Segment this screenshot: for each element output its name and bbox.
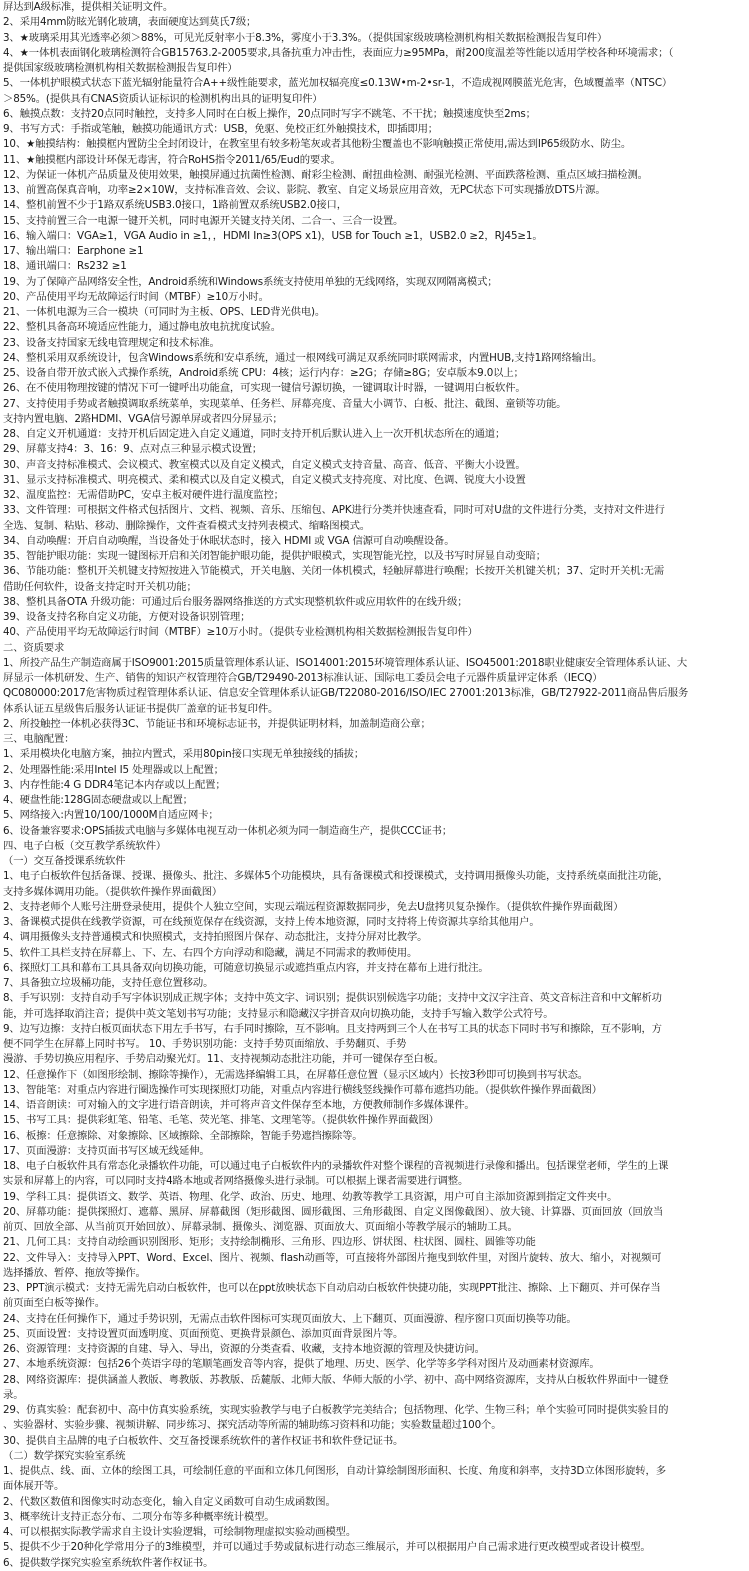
text-line: 25、页面设置：支持设置页面透明度、页面预览、更换背景颜色、添加页面背景图片等。 <box>3 1327 404 1340</box>
text-line: 1、采用模块化电脑方案，抽拉内置式，采用80pin接口实现无单独接线的插拔； <box>3 748 365 761</box>
text-line: 19、学科工具：提供语文、数学、英语、物理、化学、政治、历史、地理、幼教等教学工具资源，用户可自主添加资源到指定文件夹中。 <box>3 1190 618 1203</box>
text-line: （二）数学探究实验室系统 <box>3 1449 126 1462</box>
text-line: 20、产品使用平均无故障运行时间（MTBF）≥10万小时。 <box>3 290 269 303</box>
text-line: 能，并可选择取消注音；提供中英文笔划书写功能；支持显示和隐藏汉字拼音双向切换功能，支持手写输入数学公式符号。 <box>3 1007 554 1020</box>
text-line: 5、网络接入:内置10/100/1000M自适应网卡； <box>3 809 219 822</box>
text-line: 屏显示一体机研发、生产、销售的知识产权管理符合GB/T29490-2013标准认证、国际电工委员会电子元器件质量评定体系（IECQ） <box>3 672 603 684</box>
text-line: 14、语音朗读：可对输入的文字进行语音朗读，并可将声音文件保存至本地，方便教师制作多媒体课件。 <box>3 1099 475 1111</box>
text-line: 27、支持使用手势或者触摸调取系统菜单，实现菜单、任务栏、屏幕亮度、音量大小调节、白板、批注、截图、童锁等功能。 <box>3 397 567 410</box>
text-line: 36、节能功能：整机开关机键支持短按进入节能模式，开关电脑、关闭一体机模式，轻触屏幕进行唤醒；长按开关机键关机；37、定时开关机:无需 <box>3 565 665 578</box>
text-line: 23、PPT演示模式：支持无需先启动白板软件，也可以在ppt放映状态下自动启动白板软件快捷功能，实现PPT批注、擦除、上下翻页、并可保存当 <box>3 1282 661 1294</box>
text-line: 2、代数区数值和图像实时动态变化，输入自定义函数可自动生成函数图。 <box>3 1495 336 1508</box>
text-line: 选择播放、暂停、拖放等操作。 <box>3 1266 146 1279</box>
text-line: 28、网络资源库：提供涵盖人教版、粤教版、苏教版、岳麓版、北师大版、华师大版的小学、初中、高中网络资源库，支持从白板软件界面中一键登 <box>3 1373 669 1386</box>
text-line: 10、★触摸结构：触摸框内置防尘全封闭设计，在教室里有较多粉笔灰或者其他粉尘覆盖也不影响触摸正常使用,需达到IP65级防水、防尘。 <box>3 138 632 151</box>
text-line: 20、屏幕功能：提供探照灯、遮幕、黑屏、屏幕截图（矩形截图、圆形截图、三角形截图、自定义图像截图）、放大镜、计算器、页面回放（回放当 <box>3 1205 664 1218</box>
text-line: 30、提供自主品牌的电子白板软件、交互备授课系统软件的著作权证书和软件登记证书。 <box>3 1434 404 1447</box>
text-line: 4、硬盘性能:128G固态硬盘或以上配置； <box>3 794 193 806</box>
text-line: 3、内存性能:4 G DDR4笔记本内存或以上配置； <box>3 778 226 791</box>
text-line: 前页、回放全部、从当前页开始回放）、屏幕录制、摄像头、浏览器、页面放大、页面缩小等教学展示的辅助工具。 <box>3 1221 518 1233</box>
text-line: 9、边写边擦：支持白板页面状态下用左手书写，右手同时擦除，互不影响。且支持两到三个人在书写工具的状态下同时书写和擦除，互不影响，方 <box>3 1022 662 1035</box>
text-line: 24、整机采用双系统设计，包含Windows系统和安卓系统，通过一根网线可满足双系统同时联网需求，内置HUB,支持1路网络输出。 <box>3 351 603 364</box>
text-line: 32、温度监控：无需借助PC，安卓主板对硬件进行温度监控； <box>3 489 284 501</box>
text-line: 13、前置高保真音响，功率≥2×10W，支持标准音效、会议、影院、教室、自定义场景应用音效，无PC状态下可实现播放DTS片源。 <box>3 184 606 196</box>
text-line: 28、自定义开机通道：支持开机后固定进入自定义通道，同时支持开机后默认进入上一次开机状态所在的通道； <box>3 428 506 440</box>
text-line: ＞85%。(提供具有CNAS资质认证标识的检测机构出具的证明复印件） <box>3 92 323 105</box>
text-line: 3、备课模式提供在线教学资源，可在线预览保存在线资源，支持上传本地资源，同时支持将上传资源共享给其他用户。 <box>3 916 540 928</box>
text-line: 30、声音支持标准模式、会议模式、教室模式以及自定义模式，自定义模式支持音量、高音、低音、平衡大小设置。 <box>3 458 526 471</box>
text-line: 23、设备支持国家无线电管理规定和技术标准。 <box>3 336 220 349</box>
text-line: 借助任何软件，设备支持定时开关机功能； <box>3 580 197 593</box>
text-line: 13、智能笔：对重点内容进行圈选操作可实现探照灯功能，对重点内容进行横线竖线操作可幕布遮挡功能。（提供软件操作界面截图） <box>3 1083 602 1096</box>
text-line: 2、采用4mm防眩光钢化玻璃，表面硬度达到莫氏7级； <box>3 16 257 29</box>
text-line: 12、任意操作下（如图形绘制、擦除等操作），无需选择编辑工具，在屏幕任意位置（显示区域内）长按3秒即可切换到书写状态。 <box>3 1068 588 1081</box>
text-line: 38、整机具备OTA 升级功能：可通过后台服务器网络推送的方式实现整机软件或应用软件的在线升级； <box>3 595 468 608</box>
text-line: 15、支持前置三合一电源一键开关机，同时电源开关键支持关闭、二合一、三合一设置。 <box>3 214 404 227</box>
text-line: 14、整机前置不少于1路双系统USB3.0接口，1路前置双系统USB2.0接口， <box>3 199 347 212</box>
text-line: 屏达到A级标准，提供相关证明文件。 <box>3 1 174 13</box>
text-line: 2、支持老师个人账号注册登录使用，提供个人独立空间，实现云端远程资源数据同步，免去U盘拷贝复杂操作。（提供软件操作界面截图） <box>3 900 624 913</box>
text-line: 6、触摸点数：支持20点同时触控，支持多人同时在白板上操作，20点同时写字不跳笔、不干扰；触摸速度快至2ms； <box>3 107 536 120</box>
text-line: 31、显示支持标准模式、明亮模式、柔和模式以及自定义模式，自定义模式支持亮度、对比度、色调、锐度大小设置 <box>3 473 526 486</box>
text-line: 21、几何工具：支持自动绘画识别图形、矩形；支持绘制椭形、三角形、四边形、饼状图、柱状图、圆柱、圆锥等功能 <box>3 1236 536 1249</box>
text-line: 11、★触摸框内部设计环保无毒害，符合RoHS指令2011/65/Eud的要求。 <box>3 153 341 166</box>
text-line: 3、概率统计支持正态分布、二项分布等多种概率统计模型。 <box>3 1510 275 1523</box>
text-line: （一）交互备授课系统软件 <box>3 855 126 867</box>
text-line: 5、提供不少于20种化学常用分子的3维模型，并可以通过手势或鼠标进行动态三维展示，并可以根据用户自己需求进行更改模型或者设计模型。 <box>3 1541 651 1554</box>
text-line: QC080000:2017危害物质过程管理体系认证、信息安全管理体系认证GB/T22080-2016/ISO/IEC 27001:2013标准，GB/T27922-2011商品售后服务 <box>3 687 689 700</box>
text-line: 21、一体机电源为三合一模块（可同时为主板、OPS、LED背光供电)。 <box>3 306 326 318</box>
text-line: 二、资质要求 <box>3 641 65 654</box>
text-line: 面体展开等。 <box>3 1480 65 1493</box>
text-line: 6、探照灯工具和幕布工具具备双向切换功能，可随意切换显示或遮挡重点内容，并支持在幕布上进行批注。 <box>3 961 489 974</box>
text-line: 2、处理器性能:采用Intel I5 处理器或以上配置； <box>3 763 224 776</box>
text-line: 7、具备独立垃圾桶功能，支持任意位置移动。 <box>3 977 214 989</box>
text-line: 26、资源管理：支持资源的自建、导入、导出，资源的分类查看、收藏，支持本地资源的管理及快捷访问。 <box>3 1343 485 1355</box>
text-line: 5、一体机护眼模式状态下蓝光辐射能量符合A++级性能要求，蓝光加权辐亮度≤0.13W•m-2•sr-1，不造成视网膜蓝光危害，色域覆盖率（NTSC） <box>3 77 673 90</box>
text-line: 18、电子白板软件具有常态化录播软件功能，可以通过电子白板软件内的录播软件对整个课程的音视频进行录像和播出。包括课堂老师，学生的上课 <box>3 1160 669 1172</box>
text-line: 22、整机具备高环境适应性能力，通过静电放电抗扰度试验。 <box>3 321 281 334</box>
text-line: 全选、复制、粘贴、移动、删除操作，文件查看模式支持列表模式、缩略图模式。 <box>3 519 370 532</box>
text-line: 4、★一体机表面钢化玻璃检测符合GB15763.2-2005要求,具备抗重力冲击性，表面应力≥95MPa，耐200度温差等性能以适用学校各种环境需求；（ <box>3 46 674 59</box>
text-line: 4、可以根据实际教学需求自主设计实验逻辑，可绘制物理虚拟实验动画模型。 <box>3 1526 357 1538</box>
text-line: 提供国家级玻璃检测机构相关数据检测报告复印件） <box>3 62 238 74</box>
text-line: 2、所投触控一体机必获得3C、节能证书和环境标志证书，并提供证明材料，加盖制造商公章； <box>3 717 431 730</box>
text-line: 1、提供点、线、面、立体的绘图工具，可绘制任意的平面和立体几何图形，自动计算绘制图形面积、长度、角度和斜率，支持3D立体图形旋转，多 <box>3 1465 666 1477</box>
text-line: 便不同学生在屏幕上同时书写。 10、手势识别功能：支持手势页面缩放、手势翻页、手势 <box>3 1038 407 1050</box>
text-line: 漫游、手势切换应用程序、手势启动聚光灯。11、支持视频动态批注功能，并可一键保存至白板。 <box>3 1053 445 1066</box>
text-line: 1、所投产品生产制造商属于ISO9001:2015质量管理体系认证、ISO14001:2015环境管理体系认证、ISO45001:2018职业健康安全管理体系认证、大 <box>3 656 688 669</box>
text-line: 29、屏幕支持4：3、16：9、点对点三种显示模式设置； <box>3 443 263 456</box>
text-line: 12、为保证一体机产品质量及使用效果，触摸屏通过抗菌性检测、耐彩尘检测、耐扭曲检测、耐强光检测、平面跌落检测、重点区域扫描检测。 <box>3 168 648 181</box>
text-line: 17、输出端口：Earphone ≥1 <box>3 245 144 257</box>
text-line: 29、仿真实验：配套初中、高中仿真实验系统，实现实验教学与电子白板教学完美结合；包括物理、化学、生物三科；单个实验可同时提供实验目的 <box>3 1404 669 1416</box>
text-line: 39、设备支持名称自定义功能，方便对设备识别管理； <box>3 611 251 623</box>
text-line: 34、自动唤醒：开启自动唤醒，当设备处于休眠状态时，接入 HDMI 或 VGA 信源可自动唤醒设备。 <box>3 534 455 547</box>
text-line: 16、输入端口：VGA≥1，VGA Audio in ≥1，，HDMI In≥3(OPS x1)，USB for Touch ≥1，USB2.0 ≥2，RJ45≥1。 <box>3 229 543 242</box>
text-line: 40、产品使用平均无故障运行时间（MTBF）≥10万小时。（提供专业检测机构相关数据检测报告复印件） <box>3 626 478 639</box>
text-line: 前页面至白板等操作。 <box>3 1297 105 1310</box>
text-line: 33、文件管理：可根据文件格式包括图片、文档、视频、音乐、压缩包、APK进行分类并快速查看，同时可对U盘的文件进行分类，支持对文件进行 <box>3 504 665 517</box>
text-line: 5、软件工具栏支持在屏幕上、下、左、右四个方向浮动和隐藏，满足不同需求的教师使用。 <box>3 946 418 959</box>
text-line: 19、为了保障产品网络安全性，Android系统和Windows系统支持使用单独的无线网络，实现双网隔离模式； <box>3 275 498 288</box>
text-line: 体系认证五星级售后服务认证证书提供厂盖章的证书复印件。 <box>3 702 279 715</box>
text-line: 4、调用摄像头支持普通模式和快照模式，支持拍照图片保存、动态批注，支持分屏对比教学。 <box>3 931 428 944</box>
text-line: 8、手写识别：支持自动手写字体识别成正规字体；支持中英文字、词识别；提供识别候选字功能；支持中文汉字注音、英文音标注音和中文解析功 <box>3 992 662 1005</box>
text-line: 支持内置电脑、2路HDMI、VGA信号源单屏或者四分屏显示； <box>3 412 283 425</box>
text-line: 实景和屏幕上的内容，可以同时支持4路本地或者网络摄像头进行录制。可以根据上课者需要进行调整。 <box>3 1175 469 1188</box>
text-line: 27、本地系统资源：包括26个英语字母的笔顺笔画发音等内容，提供了地理、历史、医学、化学等多学科对图片及动画素材资源库。 <box>3 1358 600 1371</box>
text-line: 录。 <box>3 1388 24 1401</box>
text-line: 三、电脑配置： <box>3 733 75 745</box>
text-line: 35、智能护眼功能：实现一键图标开启和关闭智能护眼功能，提供护眼模式，实现智能光控，以及书写时屏显自动变暗； <box>3 550 546 562</box>
text-line: 支持多媒体调用功能。（提供软件操作界面截图） <box>3 885 223 898</box>
text-line: 6、设备兼容要求:OPS插拔式电脑与多媒体电视互动一体机必须为同一制造商生产，提供CCC证书； <box>3 824 453 837</box>
text-line: 15、书写工具：提供彩虹笔、铅笔、毛笔、荧光笔、排笔、文理笔等。（提供软件操作界面截图） <box>3 1114 439 1127</box>
text-line: 22、文件导入：支持导入PPT、Word、Excel、图片、视频、flash动画等，可直接将外部图片拖曳到软件里，对图片旋转、放大、缩小，对视频可 <box>3 1251 662 1264</box>
text-line: 1、电子白板软件包括备课、授课、摄像头、批注、多媒体5个功能模块，具有备课模式和授课模式，支持调用摄像头功能，支持系统桌面批注功能， <box>3 870 669 883</box>
text-line: 、实验器材、实验步骤、视频讲解、同步练习、探究活动等所需的辅助练习资料和功能；实验数量超过100个。 <box>3 1419 502 1432</box>
text-line: 26、在不使用物理按键的情况下可一键呼出功能盒，可实现一键信号源切换，一键调取计时器，一键调用白板软件。 <box>3 382 526 395</box>
text-line: 四、电子白板（交互教学系统软件） <box>3 839 167 852</box>
text-line: 25、设备自带开放式嵌入式操作系统，Android系统 CPU：4核；运行内存：≥2G；存储≥8G；安卓版本9.0以上； <box>3 367 524 379</box>
text-line: 18、通讯端口：Rs232 ≥1 <box>3 260 127 273</box>
text-line: 9、书写方式：手指或笔触，触摸功能通讯方式：USB，免驱、免校正红外触摸技术，即插即用； <box>3 123 438 135</box>
text-line: 3、★玻璃采用其光透率必须＞88%，可见光反射率小于8.3%，雾度小于3.3%。（提供国家级玻璃检测机构相关数据检测报告复印件） <box>3 31 608 44</box>
text-line: 16、板擦：任意擦除、对象擦除、区域擦除、全部擦除，智能手势遮挡擦除等。 <box>3 1129 363 1142</box>
text-line: 6、提供数学探究实验室系统软件著作权证书。 <box>3 1556 214 1569</box>
text-line: 17、页面漫游：支持页面书写区域无线延伸。 <box>3 1144 210 1157</box>
text-line: 24、支持在任何操作下，通过手势识别，无需点击软件图标可实现页面放大、上下翻页、页面漫游、程序窗口页面切换等功能。 <box>3 1312 577 1325</box>
